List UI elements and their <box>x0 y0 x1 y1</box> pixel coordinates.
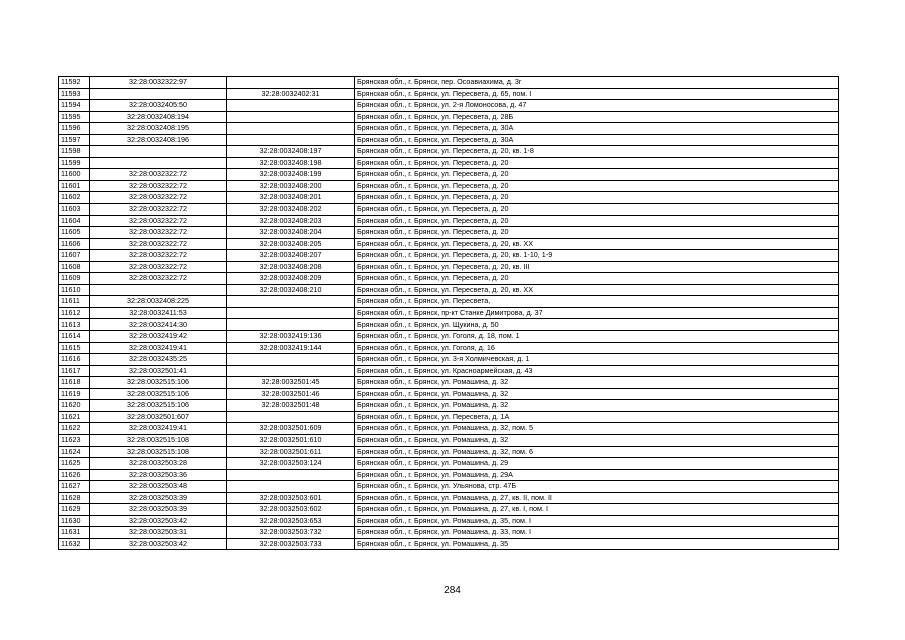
row-number-cell: 11627 <box>59 481 90 493</box>
building-cadastral-number-cell <box>227 365 355 377</box>
address-cell: Брянская обл., г. Брянск, ул. Пересвета, д. 65, пом. I <box>355 88 839 100</box>
land-cadastral-number-cell: 32:28:0032501:607 <box>90 411 227 423</box>
address-cell: Брянская обл., г. Брянск, ул. Пересвета, д. 1А <box>355 411 839 423</box>
table-row <box>59 77 839 89</box>
table-row <box>59 504 839 516</box>
building-cadastral-number-cell: 32:28:0032408:203 <box>227 215 355 227</box>
land-cadastral-number-cell <box>90 88 227 100</box>
building-cadastral-number-cell <box>227 469 355 481</box>
table-row <box>59 400 839 412</box>
building-cadastral-number-cell <box>227 319 355 331</box>
table-row <box>59 296 839 308</box>
address-cell: Брянская обл., г. Брянск, ул. Ульянова, стр. 47Б <box>355 481 839 493</box>
row-number-cell: 11593 <box>59 88 90 100</box>
address-cell: Брянская обл., г. Брянск, ул. Ромашина, д. 33, пом. I <box>355 527 839 539</box>
address-cell: Брянская обл., г. Брянск, ул. Пересвета, д. 20, кв. 1-10, 1-9 <box>355 250 839 262</box>
table-row <box>59 192 839 204</box>
building-cadastral-number-cell: 32:28:0032501:610 <box>227 434 355 446</box>
land-cadastral-number-cell: 32:28:0032503:36 <box>90 469 227 481</box>
land-cadastral-number-cell: 32:28:0032419:42 <box>90 331 227 343</box>
land-cadastral-number-cell: 32:28:0032322:72 <box>90 180 227 192</box>
address-cell: Брянская обл., г. Брянск, ул. Ромашина, д. 32 <box>355 400 839 412</box>
land-cadastral-number-cell: 32:28:0032503:31 <box>90 527 227 539</box>
row-number-cell: 11626 <box>59 469 90 481</box>
building-cadastral-number-cell: 32:28:0032503:124 <box>227 458 355 470</box>
land-cadastral-number-cell: 32:28:0032408:225 <box>90 296 227 308</box>
row-number-cell: 11613 <box>59 319 90 331</box>
address-cell: Брянская обл., г. Брянск, ул. Ромашина, д. 27, кв. I, пом. I <box>355 504 839 516</box>
row-number-cell: 11630 <box>59 515 90 527</box>
row-number-cell: 11619 <box>59 388 90 400</box>
address-cell: Брянская обл., г. Брянск, ул. Пересвета, д. 20 <box>355 180 839 192</box>
address-cell: Брянская обл., г. Брянск, ул. 2-я Ломоносова, д. 47 <box>355 100 839 112</box>
page-number: 284 <box>444 585 461 596</box>
table-row <box>59 446 839 458</box>
table-row <box>59 284 839 296</box>
table-row <box>59 331 839 343</box>
land-cadastral-number-cell <box>90 146 227 158</box>
building-cadastral-number-cell: 32:28:0032408:204 <box>227 227 355 239</box>
address-cell: Брянская обл., г. Брянск, ул. Ромашина, д. 29А <box>355 469 839 481</box>
address-cell: Брянская обл., г. Брянск, ул. Гоголя, д. 18, пом. 1 <box>355 331 839 343</box>
building-cadastral-number-cell: 32:28:0032419:144 <box>227 342 355 354</box>
cadastral-table-body <box>59 77 839 550</box>
table-row <box>59 458 839 470</box>
table-row <box>59 250 839 262</box>
table-row <box>59 423 839 435</box>
building-cadastral-number-cell: 32:28:0032419:136 <box>227 331 355 343</box>
row-number-cell: 11602 <box>59 192 90 204</box>
address-cell: Брянская обл., г. Брянск, ул. Пересвета, д. 20, кв. XX <box>355 284 839 296</box>
land-cadastral-number-cell: 32:28:0032322:72 <box>90 204 227 216</box>
row-number-cell: 11625 <box>59 458 90 470</box>
row-number-cell: 11617 <box>59 365 90 377</box>
table-row <box>59 123 839 135</box>
row-number-cell: 11603 <box>59 204 90 216</box>
row-number-cell: 11599 <box>59 157 90 169</box>
row-number-cell: 11618 <box>59 377 90 389</box>
row-number-cell: 11600 <box>59 169 90 181</box>
land-cadastral-number-cell: 32:28:0032503:48 <box>90 481 227 493</box>
land-cadastral-number-cell: 32:28:0032408:195 <box>90 123 227 135</box>
building-cadastral-number-cell: 32:28:0032402:31 <box>227 88 355 100</box>
land-cadastral-number-cell: 32:28:0032503:28 <box>90 458 227 470</box>
land-cadastral-number-cell: 32:28:0032405:50 <box>90 100 227 112</box>
table-row <box>59 527 839 539</box>
building-cadastral-number-cell: 32:28:0032503:602 <box>227 504 355 516</box>
land-cadastral-number-cell: 32:28:0032435:25 <box>90 354 227 366</box>
cadastral-table <box>58 76 839 550</box>
row-number-cell: 11596 <box>59 123 90 135</box>
land-cadastral-number-cell <box>90 157 227 169</box>
table-row <box>59 134 839 146</box>
land-cadastral-number-cell: 32:28:0032322:72 <box>90 169 227 181</box>
table-row <box>59 515 839 527</box>
table-row <box>59 411 839 423</box>
building-cadastral-number-cell <box>227 77 355 89</box>
land-cadastral-number-cell: 32:28:0032503:42 <box>90 538 227 550</box>
table-row <box>59 273 839 285</box>
row-number-cell: 11616 <box>59 354 90 366</box>
table-row <box>59 227 839 239</box>
land-cadastral-number-cell: 32:28:0032515:106 <box>90 377 227 389</box>
table-row <box>59 169 839 181</box>
address-cell: Брянская обл., г. Брянск, ул. Ромашина, д. 29 <box>355 458 839 470</box>
building-cadastral-number-cell: 32:28:0032503:601 <box>227 492 355 504</box>
table-row <box>59 354 839 366</box>
building-cadastral-number-cell: 32:28:0032501:45 <box>227 377 355 389</box>
address-cell: Брянская обл., г. Брянск, ул. Пересвета, <box>355 296 839 308</box>
row-number-cell: 11606 <box>59 238 90 250</box>
table-row <box>59 146 839 158</box>
row-number-cell: 11612 <box>59 307 90 319</box>
table-row <box>59 204 839 216</box>
land-cadastral-number-cell: 32:28:0032414:30 <box>90 319 227 331</box>
land-cadastral-number-cell: 32:28:0032419:41 <box>90 342 227 354</box>
table-row <box>59 215 839 227</box>
address-cell: Брянская обл., г. Брянск, ул. Ромашина, д. 32, пом. 6 <box>355 446 839 458</box>
address-cell: Брянская обл., г. Брянск, ул. Пересвета, д. 30А <box>355 134 839 146</box>
table-row <box>59 481 839 493</box>
row-number-cell: 11631 <box>59 527 90 539</box>
table-row <box>59 157 839 169</box>
land-cadastral-number-cell: 32:28:0032503:39 <box>90 504 227 516</box>
address-cell: Брянская обл., г. Брянск, пер. Осоавиахима, д. 3г <box>355 77 839 89</box>
building-cadastral-number-cell <box>227 307 355 319</box>
address-cell: Брянская обл., г. Брянск, ул. Пересвета, д. 20 <box>355 204 839 216</box>
address-cell: Брянская обл., г. Брянск, ул. 3-я Холмичевская, д. 1 <box>355 354 839 366</box>
building-cadastral-number-cell <box>227 354 355 366</box>
address-cell: Брянская обл., г. Брянск, ул. Красноармейская, д. 43 <box>355 365 839 377</box>
land-cadastral-number-cell: 32:28:0032322:72 <box>90 261 227 273</box>
row-number-cell: 11623 <box>59 434 90 446</box>
land-cadastral-number-cell: 32:28:0032322:97 <box>90 77 227 89</box>
building-cadastral-number-cell: 32:28:0032501:611 <box>227 446 355 458</box>
row-number-cell: 11615 <box>59 342 90 354</box>
land-cadastral-number-cell: 32:28:0032408:196 <box>90 134 227 146</box>
row-number-cell: 11621 <box>59 411 90 423</box>
row-number-cell: 11624 <box>59 446 90 458</box>
building-cadastral-number-cell <box>227 411 355 423</box>
row-number-cell: 11605 <box>59 227 90 239</box>
building-cadastral-number-cell: 32:28:0032408:201 <box>227 192 355 204</box>
land-cadastral-number-cell: 32:28:0032408:194 <box>90 111 227 123</box>
row-number-cell: 11611 <box>59 296 90 308</box>
table-row <box>59 434 839 446</box>
building-cadastral-number-cell <box>227 481 355 493</box>
building-cadastral-number-cell: 32:28:0032501:46 <box>227 388 355 400</box>
table-row <box>59 492 839 504</box>
building-cadastral-number-cell <box>227 100 355 112</box>
table-row <box>59 100 839 112</box>
address-cell: Брянская обл., г. Брянск, пр-кт Станке Димитрова, д. 37 <box>355 307 839 319</box>
building-cadastral-number-cell: 32:28:0032503:733 <box>227 538 355 550</box>
table-row <box>59 377 839 389</box>
address-cell: Брянская обл., г. Брянск, ул. Ромашина, д. 35, пом. I <box>355 515 839 527</box>
row-number-cell: 11614 <box>59 331 90 343</box>
table-row <box>59 88 839 100</box>
table-row <box>59 111 839 123</box>
building-cadastral-number-cell <box>227 111 355 123</box>
address-cell: Брянская обл., г. Брянск, ул. Пересвета, д. 30А <box>355 123 839 135</box>
land-cadastral-number-cell: 32:28:0032322:72 <box>90 250 227 262</box>
building-cadastral-number-cell: 32:28:0032408:207 <box>227 250 355 262</box>
row-number-cell: 11610 <box>59 284 90 296</box>
row-number-cell: 11632 <box>59 538 90 550</box>
land-cadastral-number-cell: 32:28:0032322:72 <box>90 215 227 227</box>
address-cell: Брянская обл., г. Брянск, ул. Пересвета, д. 20, кв. XX <box>355 238 839 250</box>
land-cadastral-number-cell: 32:28:0032322:72 <box>90 192 227 204</box>
table-row <box>59 319 839 331</box>
land-cadastral-number-cell: 32:28:0032503:42 <box>90 515 227 527</box>
table-row <box>59 388 839 400</box>
building-cadastral-number-cell: 32:28:0032408:198 <box>227 157 355 169</box>
land-cadastral-number-cell: 32:28:0032515:108 <box>90 446 227 458</box>
address-cell: Брянская обл., г. Брянск, ул. Пересвета, д. 20, кв. III <box>355 261 839 273</box>
table-row <box>59 365 839 377</box>
land-cadastral-number-cell: 32:28:0032515:106 <box>90 400 227 412</box>
address-cell: Брянская обл., г. Брянск, ул. Гоголя, д. 16 <box>355 342 839 354</box>
building-cadastral-number-cell: 32:28:0032408:209 <box>227 273 355 285</box>
building-cadastral-number-cell: 32:28:0032408:208 <box>227 261 355 273</box>
building-cadastral-number-cell: 32:28:0032503:732 <box>227 527 355 539</box>
building-cadastral-number-cell: 32:28:0032408:199 <box>227 169 355 181</box>
table-row <box>59 307 839 319</box>
row-number-cell: 11629 <box>59 504 90 516</box>
row-number-cell: 11604 <box>59 215 90 227</box>
building-cadastral-number-cell <box>227 296 355 308</box>
building-cadastral-number-cell: 32:28:0032408:200 <box>227 180 355 192</box>
address-cell: Брянская обл., г. Брянск, ул. Ромашина, д. 27, кв. II, пом. II <box>355 492 839 504</box>
land-cadastral-number-cell: 32:28:0032411:53 <box>90 307 227 319</box>
building-cadastral-number-cell <box>227 134 355 146</box>
address-cell: Брянская обл., г. Брянск, ул. Ромашина, д. 32 <box>355 377 839 389</box>
building-cadastral-number-cell: 32:28:0032503:653 <box>227 515 355 527</box>
row-number-cell: 11594 <box>59 100 90 112</box>
building-cadastral-number-cell: 32:28:0032501:609 <box>227 423 355 435</box>
row-number-cell: 11592 <box>59 77 90 89</box>
row-number-cell: 11622 <box>59 423 90 435</box>
table-row <box>59 538 839 550</box>
row-number-cell: 11628 <box>59 492 90 504</box>
row-number-cell: 11607 <box>59 250 90 262</box>
address-cell: Брянская обл., г. Брянск, ул. Пересвета, д. 20 <box>355 157 839 169</box>
building-cadastral-number-cell: 32:28:0032408:202 <box>227 204 355 216</box>
address-cell: Брянская обл., г. Брянск, ул. Пересвета, д. 20 <box>355 192 839 204</box>
address-cell: Брянская обл., г. Брянск, ул. Пересвета, д. 20 <box>355 273 839 285</box>
land-cadastral-number-cell: 32:28:0032322:72 <box>90 238 227 250</box>
building-cadastral-number-cell <box>227 123 355 135</box>
land-cadastral-number-cell: 32:28:0032503:39 <box>90 492 227 504</box>
building-cadastral-number-cell: 32:28:0032408:210 <box>227 284 355 296</box>
row-number-cell: 11595 <box>59 111 90 123</box>
address-cell: Брянская обл., г. Брянск, ул. Пересвета, д. 20, кв. 1-8 <box>355 146 839 158</box>
table-row <box>59 342 839 354</box>
land-cadastral-number-cell: 32:28:0032515:106 <box>90 388 227 400</box>
building-cadastral-number-cell: 32:28:0032501:48 <box>227 400 355 412</box>
address-cell: Брянская обл., г. Брянск, ул. Пересвета, д. 28Б <box>355 111 839 123</box>
address-cell: Брянская обл., г. Брянск, ул. Ромашина, д. 32 <box>355 388 839 400</box>
land-cadastral-number-cell <box>90 284 227 296</box>
row-number-cell: 11620 <box>59 400 90 412</box>
address-cell: Брянская обл., г. Брянск, ул. Ромашина, д. 35 <box>355 538 839 550</box>
table-row <box>59 238 839 250</box>
land-cadastral-number-cell: 32:28:0032501:41 <box>90 365 227 377</box>
land-cadastral-number-cell: 32:28:0032322:72 <box>90 227 227 239</box>
row-number-cell: 11601 <box>59 180 90 192</box>
row-number-cell: 11598 <box>59 146 90 158</box>
building-cadastral-number-cell: 32:28:0032408:205 <box>227 238 355 250</box>
table-row <box>59 261 839 273</box>
address-cell: Брянская обл., г. Брянск, ул. Щукина, д. 50 <box>355 319 839 331</box>
table-row <box>59 469 839 481</box>
table-row <box>59 180 839 192</box>
address-cell: Брянская обл., г. Брянск, ул. Ромашина, д. 32 <box>355 434 839 446</box>
address-cell: Брянская обл., г. Брянск, ул. Пересвета, д. 20 <box>355 169 839 181</box>
row-number-cell: 11609 <box>59 273 90 285</box>
land-cadastral-number-cell: 32:28:0032419:41 <box>90 423 227 435</box>
land-cadastral-number-cell: 32:28:0032322:72 <box>90 273 227 285</box>
building-cadastral-number-cell: 32:28:0032408:197 <box>227 146 355 158</box>
row-number-cell: 11608 <box>59 261 90 273</box>
row-number-cell: 11597 <box>59 134 90 146</box>
land-cadastral-number-cell: 32:28:0032515:108 <box>90 434 227 446</box>
address-cell: Брянская обл., г. Брянск, ул. Пересвета, д. 20 <box>355 215 839 227</box>
address-cell: Брянская обл., г. Брянск, ул. Пересвета, д. 20 <box>355 227 839 239</box>
address-cell: Брянская обл., г. Брянск, ул. Ромашина, д. 32, пом. 5 <box>355 423 839 435</box>
